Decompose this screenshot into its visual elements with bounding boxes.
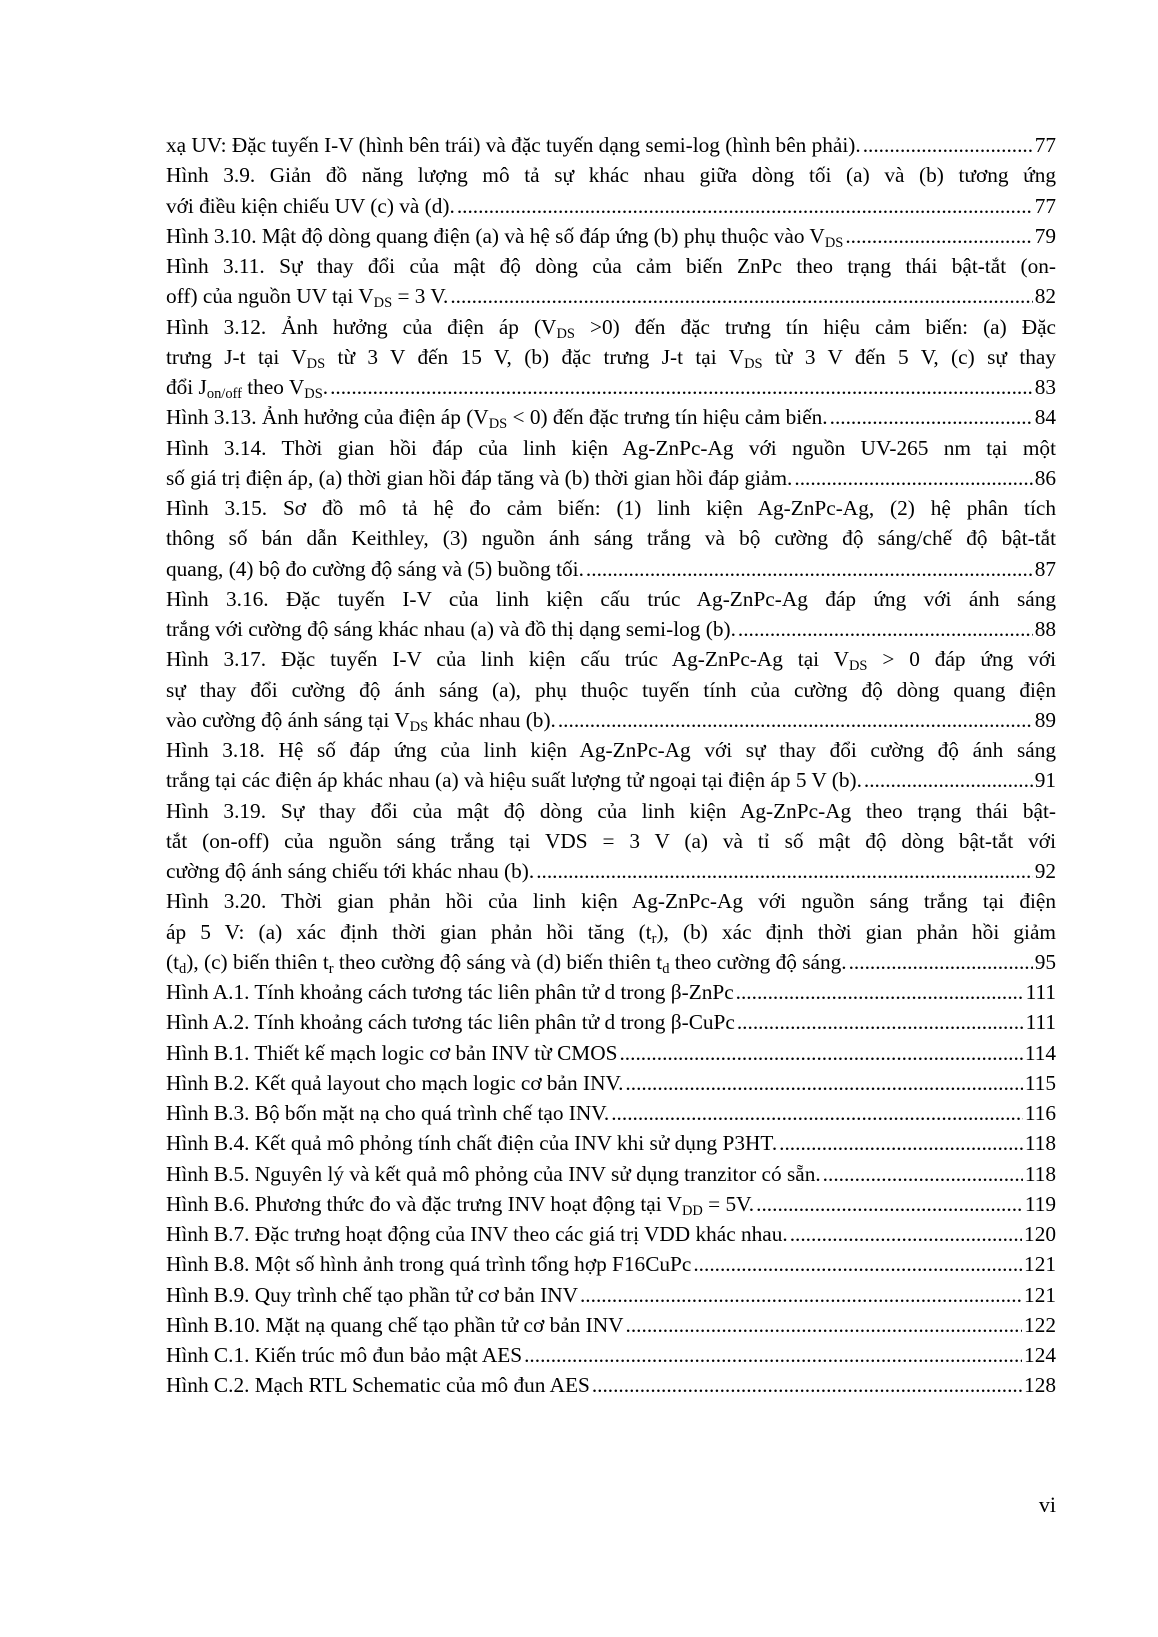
page-ref: 82 bbox=[1034, 284, 1056, 309]
toc-line: Hình B.10. Mặt nạ quang chế tạo phần tử cơ bản INV ..... 122 bbox=[166, 1310, 1056, 1340]
toc-line: Hình A.2. Tính khoảng cách tương tác liên phân tử d trong β-CuPc ..... 111 bbox=[166, 1007, 1056, 1037]
toc-entry bbox=[166, 584, 1056, 645]
page-ref: 111 bbox=[1025, 980, 1056, 1004]
page-ref: 115 bbox=[1024, 1070, 1056, 1095]
page-ref: 89 bbox=[1034, 707, 1056, 732]
toc-entry bbox=[166, 1189, 1056, 1219]
toc-line: Hình B.9. Quy trình chế tạo phần tử cơ bản INV ..... 121 bbox=[166, 1280, 1056, 1310]
toc-line: Hình 3.15. Sơ đồ mô tả hệ đo cảm biến: (1) linh kiện Ag-ZnPc-Ag, (2) hệ phân tích bbox=[166, 496, 1056, 520]
leader-dots bbox=[790, 1219, 1022, 1249]
page-ref: 88 bbox=[1034, 617, 1056, 641]
toc-entry bbox=[166, 493, 1056, 584]
leader-dots bbox=[625, 1068, 1022, 1098]
page-number: vi bbox=[1038, 1492, 1056, 1517]
toc-entry bbox=[166, 1370, 1056, 1400]
toc-line: Hình 3.13. Ảnh hưởng của điện áp $(V_{DS} < 0)$ đến đặc trưng tín hiệu cảm biến. ..... 84 bbox=[166, 402, 1056, 432]
page-ref: 121 bbox=[1024, 1282, 1056, 1307]
leader-dots bbox=[524, 1340, 1022, 1370]
toc-entry bbox=[166, 251, 1056, 312]
toc-line: Hình B.1. Thiết kế mạch logic cơ bản INV từ CMOS ..... 114 bbox=[166, 1038, 1056, 1068]
toc-line: Hình C.2. Mạch RTL Schematic của mô đun AES ..... 128 bbox=[166, 1370, 1056, 1400]
toc-entry bbox=[166, 130, 1056, 160]
page-ref: 116 bbox=[1024, 1101, 1056, 1125]
toc-line: Hình 3.10. Mật độ dòng quang điện (a) và hệ số đáp ứng (b) phụ thuộc vào $V_{DS}$ ..... 79 bbox=[166, 221, 1056, 251]
toc-line: thông số bán dẫn Keithley, (3) nguồn ánh sáng trắng và bộ cường độ sáng/chế độ bật-tắt bbox=[166, 526, 1056, 551]
leader-dots bbox=[619, 1038, 1022, 1068]
toc-line: Hình B.3. Bộ bốn mặt nạ cho quá trình chế tạo INV. ..... 116 bbox=[166, 1098, 1056, 1128]
leader-dots bbox=[558, 705, 1033, 735]
toc-line: off) của nguồn UV tại $V_{DS} = 3$ V. ..... 82 bbox=[166, 281, 1056, 311]
page-ref: 111 bbox=[1025, 1010, 1056, 1035]
toc-line: quang, (4) bộ đo cường độ sáng và (5) buồng tối. ..... 87 bbox=[166, 554, 1056, 584]
leader-dots bbox=[580, 1280, 1022, 1310]
toc-entry bbox=[166, 312, 1056, 403]
toc-line: Hình B.4. Kết quả mô phỏng tính chất điện của INV khi sử dụng P3HT. ..... 118 bbox=[166, 1128, 1056, 1158]
page-ref: 121 bbox=[1024, 1252, 1056, 1277]
toc-entry bbox=[166, 1280, 1056, 1310]
page-ref: 87 bbox=[1034, 556, 1056, 581]
toc-entry bbox=[166, 160, 1056, 221]
toc-entry bbox=[166, 402, 1056, 432]
toc-line: Hình 3.9. Giản đồ năng lượng mô tả sự khác nhau giữa dòng tối (a) và (b) tương ứng bbox=[166, 163, 1056, 188]
toc-line: Hình 3.19. Sự thay đổi của mật độ dòng của linh kiện Ag-ZnPc-Ag theo trạng thái bật- bbox=[166, 798, 1056, 823]
leader-dots bbox=[586, 554, 1033, 584]
toc-line: trắng tại các điện áp khác nhau (a) và hiệu suất lượng tử ngoại tại điện áp 5 V (b). ..... 91 bbox=[166, 765, 1056, 795]
list-of-figures bbox=[166, 130, 1056, 1401]
toc-line: Hình 3.11. Sự thay đổi của mật độ dòng của cảm biến ZnPc theo trạng thái bật-tắt (on- bbox=[166, 254, 1056, 278]
page-ref: 122 bbox=[1024, 1312, 1056, 1337]
leader-dots bbox=[863, 130, 1033, 160]
toc-entry bbox=[166, 1219, 1056, 1249]
toc-line: Hình 3.14. Thời gian hồi đáp của linh kiện Ag-ZnPc-Ag với nguồn UV-265 nm tại một bbox=[166, 435, 1056, 460]
page-ref: 86 bbox=[1034, 465, 1056, 490]
toc-line: cường độ ánh sáng chiếu tới khác nhau (b). ..... 92 bbox=[166, 856, 1056, 886]
toc-entry bbox=[166, 644, 1056, 735]
leader-dots bbox=[823, 1159, 1023, 1189]
leader-dots bbox=[736, 977, 1024, 1007]
toc-line: trưng J-t tại $V_{DS}$ từ 3 V đến 15 V, (b) đặc trưng J-t tại $V_{DS}$ từ 3 V đến 5 V, (c) sự thay bbox=[166, 344, 1056, 372]
toc-entry bbox=[166, 1007, 1056, 1037]
leader-dots bbox=[738, 614, 1033, 644]
toc-line: $(t_d)$, (c) biến thiên $t_r$ theo cường độ sáng và (d) biến thiên $t_d$ theo cường độ sáng. ..... 95 bbox=[166, 947, 1056, 977]
leader-dots bbox=[849, 947, 1033, 977]
toc-entry bbox=[166, 1159, 1056, 1189]
page-ref: 119 bbox=[1024, 1191, 1056, 1216]
page-ref: 114 bbox=[1024, 1040, 1056, 1065]
leader-dots bbox=[536, 856, 1033, 886]
leader-dots bbox=[845, 221, 1032, 251]
toc-line: Hình B.2. Kết quả layout cho mạch logic cơ bản INV. ..... 115 bbox=[166, 1068, 1056, 1098]
leader-dots bbox=[737, 1007, 1024, 1037]
leader-dots bbox=[756, 1189, 1023, 1219]
toc-entry bbox=[166, 977, 1056, 1007]
toc-entry bbox=[166, 1098, 1056, 1128]
page-ref: 118 bbox=[1024, 1161, 1056, 1186]
toc-line: Hình 3.18. Hệ số đáp ứng của linh kiện Ag-ZnPc-Ag với sự thay đổi cường độ ánh sáng bbox=[166, 738, 1056, 762]
toc-entry bbox=[166, 796, 1056, 887]
page-ref: 95 bbox=[1034, 949, 1056, 974]
toc-line: xạ UV: Đặc tuyến I-V (hình bên trái) và đặc tuyến dạng semi-log (hình bên phải). ..... 77 bbox=[166, 130, 1056, 160]
leader-dots bbox=[794, 463, 1032, 493]
leader-dots bbox=[450, 281, 1032, 311]
leader-dots bbox=[864, 765, 1033, 795]
page-ref: 92 bbox=[1034, 859, 1056, 883]
leader-dots bbox=[626, 1310, 1023, 1340]
toc-entry bbox=[166, 433, 1056, 494]
leader-dots bbox=[611, 1098, 1023, 1128]
leader-dots bbox=[693, 1249, 1022, 1279]
toc-line: Hình B.7. Đặc trưng hoạt động của INV theo các giá trị VDD khác nhau. ..... 120 bbox=[166, 1219, 1056, 1249]
toc-line: trắng với cường độ sáng khác nhau (a) và đồ thị dạng semi-log (b). ..... 88 bbox=[166, 614, 1056, 644]
toc-line: Hình B.8. Một số hình ảnh trong quá trình tổng hợp F16CuPc ..... 121 bbox=[166, 1249, 1056, 1279]
page-ref: 79 bbox=[1034, 223, 1056, 248]
toc-entry bbox=[166, 1038, 1056, 1068]
toc-line: sự thay đổi cường độ ánh sáng (a), phụ thuộc tuyến tính của cường độ dòng quang điện bbox=[166, 677, 1056, 702]
toc-line: Hình 3.16. Đặc tuyến I-V của linh kiện cấu trúc Ag-ZnPc-Ag đáp ứng với ánh sáng bbox=[166, 586, 1056, 611]
leader-dots bbox=[330, 372, 1033, 402]
page-ref: 128 bbox=[1024, 1373, 1056, 1398]
toc-line: tắt (on-off) của nguồn sáng trắng tại VDS = 3 V (a) và tỉ số mật độ dòng bật-tắt với bbox=[166, 828, 1056, 853]
toc-line: với điều kiện chiếu UV (c) và (d). ..... 77 bbox=[166, 191, 1056, 221]
toc-line: Hình C.1. Kiến trúc mô đun bảo mật AES ..... 124 bbox=[166, 1340, 1056, 1370]
toc-entry bbox=[166, 1068, 1056, 1098]
toc-line: số giá trị điện áp, (a) thời gian hồi đáp tăng và (b) thời gian hồi đáp giảm. ..... 86 bbox=[166, 463, 1056, 493]
toc-line: Hình 3.17. Đặc tuyến I-V của linh kiện cấu trúc Ag-ZnPc-Ag tại $V_{DS} > 0$ đáp ứng với bbox=[166, 647, 1056, 675]
page-ref: 120 bbox=[1024, 1222, 1056, 1246]
toc-line: Hình A.1. Tính khoảng cách tương tác liên phân tử d trong β-ZnPc ..... 111 bbox=[166, 977, 1056, 1007]
toc-line: đổi $J_{on/off}$ theo $V_{DS}$. ..... 83 bbox=[166, 372, 1056, 402]
toc-entry bbox=[166, 886, 1056, 977]
leader-dots bbox=[457, 191, 1033, 221]
toc-entry bbox=[166, 1249, 1056, 1279]
page-ref: 124 bbox=[1024, 1343, 1056, 1367]
toc-entry bbox=[166, 735, 1056, 796]
toc-entry bbox=[166, 1340, 1056, 1370]
page-ref: 84 bbox=[1034, 405, 1056, 430]
toc-entry bbox=[166, 1310, 1056, 1340]
toc-entry bbox=[166, 221, 1056, 251]
toc-line: áp 5 V: (a) xác định thời gian phản hồi tăng $(t_r)$, (b) xác định thời gian phản hồi giảm bbox=[166, 919, 1056, 947]
leader-dots bbox=[830, 402, 1033, 432]
toc-line: Hình B.6. Phương thức đo và đặc trưng INV hoạt động tại $V_{DD} = 5V$. ..... 119 bbox=[166, 1189, 1056, 1219]
toc-line: vào cường độ ánh sáng tại $V_{DS}$ khác nhau (b). ..... 89 bbox=[166, 705, 1056, 735]
page-ref: 118 bbox=[1024, 1131, 1056, 1156]
toc-line: Hình 3.20. Thời gian phản hồi của linh kiện Ag-ZnPc-Ag với nguồn sáng trắng tại điện bbox=[166, 889, 1056, 914]
leader-dots bbox=[779, 1128, 1023, 1158]
page-ref: 77 bbox=[1034, 133, 1056, 157]
leader-dots bbox=[592, 1370, 1022, 1400]
page-ref: 83 bbox=[1034, 375, 1056, 399]
page-ref: 77 bbox=[1034, 193, 1056, 218]
page-ref: 91 bbox=[1034, 768, 1056, 793]
toc-line: Hình 3.12. Ảnh hưởng của điện áp $(V_{DS} >0)$ đến đặc trưng tín hiệu cảm biến: (a) Đặc bbox=[166, 314, 1056, 342]
toc-entry bbox=[166, 1128, 1056, 1158]
toc-line: Hình B.5. Nguyên lý và kết quả mô phỏng của INV sử dụng tranzitor có sẵn. ..... 118 bbox=[166, 1159, 1056, 1189]
